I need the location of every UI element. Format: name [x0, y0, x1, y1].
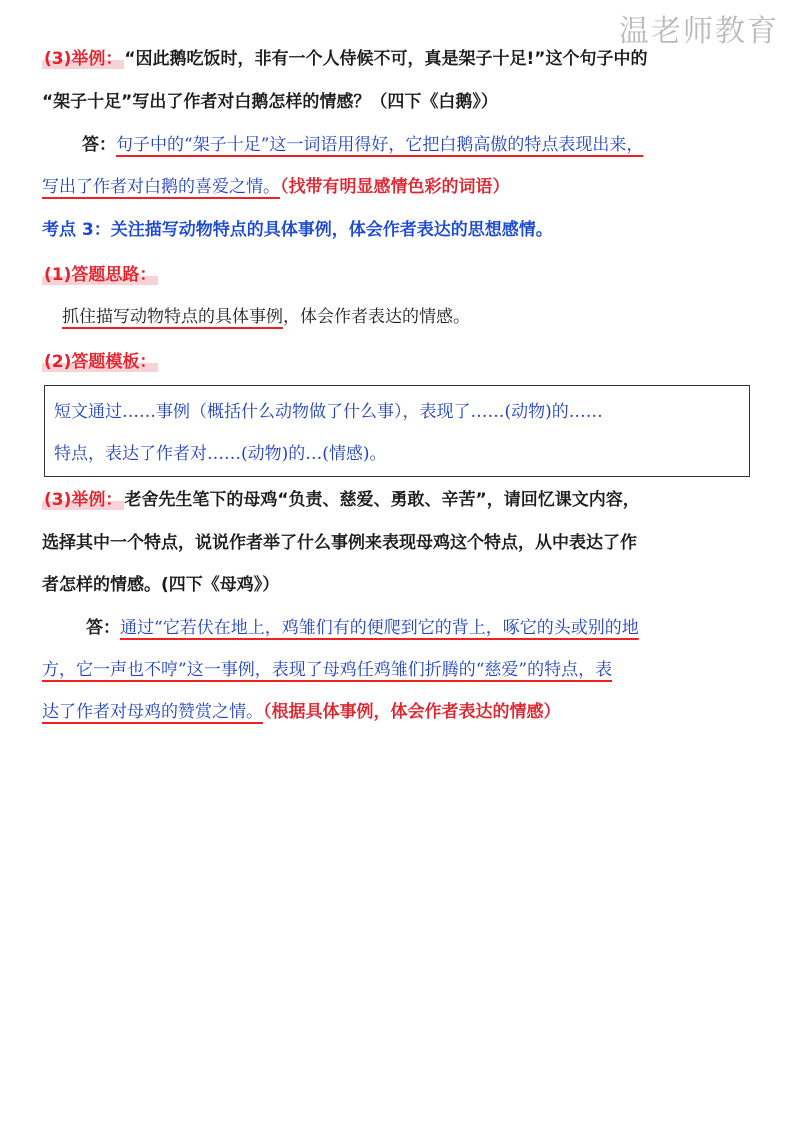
example-question-line-2: “架子十足”写出了作者对白鹅怎样的情感？（四下《白鹅》）: [42, 92, 498, 112]
watermark: 温老师教育: [619, 14, 779, 49]
answer-note: （找带有明显感情色彩的词语）: [280, 177, 510, 197]
example2-question-line-3: 者怎样的情感。(四下《母鸡》）: [42, 575, 280, 595]
approach-text: 抓住描写动物特点的具体事例，体会作者表达的情感。: [62, 307, 470, 327]
template-line-1: 短文通过……事例（概括什么动物做了什么事），表现了……(动物)的……: [54, 402, 603, 422]
template-line-2: 特点，表达了作者对……(动物)的…(情感)。: [54, 444, 387, 464]
example2-question-line-1: (3)举例： 老舍先生笔下的母鸡“负责、慈爱、勇敢、辛苦”，请回忆课文内容，: [44, 490, 640, 510]
answer-label: 答：: [82, 135, 116, 155]
subheading-approach: (1)答题思路：: [44, 265, 157, 285]
answer-line-2: [42, 175, 510, 199]
answer2-line-2: 方，它一声也不哼”这一事例，表现了母鸡任鸡雏们折腾的“慈爱”的特点，表: [42, 660, 613, 680]
subheading-template: (2)答题模板：: [44, 352, 157, 372]
section-heading: 考点 3：关注描写动物特点的具体事例，体会作者表达的思想感情。: [42, 220, 553, 240]
answer2-line-3: 达了作者对母鸡的赞赏之情。（根据具体事例，体会作者表达的情感）: [42, 702, 561, 722]
example-tag: (3)举例：: [44, 49, 123, 69]
answer2-line-1: 答：通过“它若伏在地上，鸡雏们有的便爬到它的背上，啄它的头或别的地: [86, 618, 639, 638]
example-question-line-1: [42, 47, 647, 71]
example2-question-line-2: 选择其中一个特点，说说作者举了什么事例来表现母鸡这个特点，从中表达了作: [42, 533, 637, 553]
question-text: “因此鹅吃饭时，非有一个人侍候不可，真是架子十足!”这个句子中的: [124, 49, 648, 69]
answer-line-1: [82, 133, 643, 157]
answer-text: 句子中的“架子十足”这一词语用得好，它把白鹅高傲的特点表现出来，: [116, 135, 644, 155]
answer-text: 写出了作者对白鹅的喜爱之情。: [42, 177, 280, 197]
